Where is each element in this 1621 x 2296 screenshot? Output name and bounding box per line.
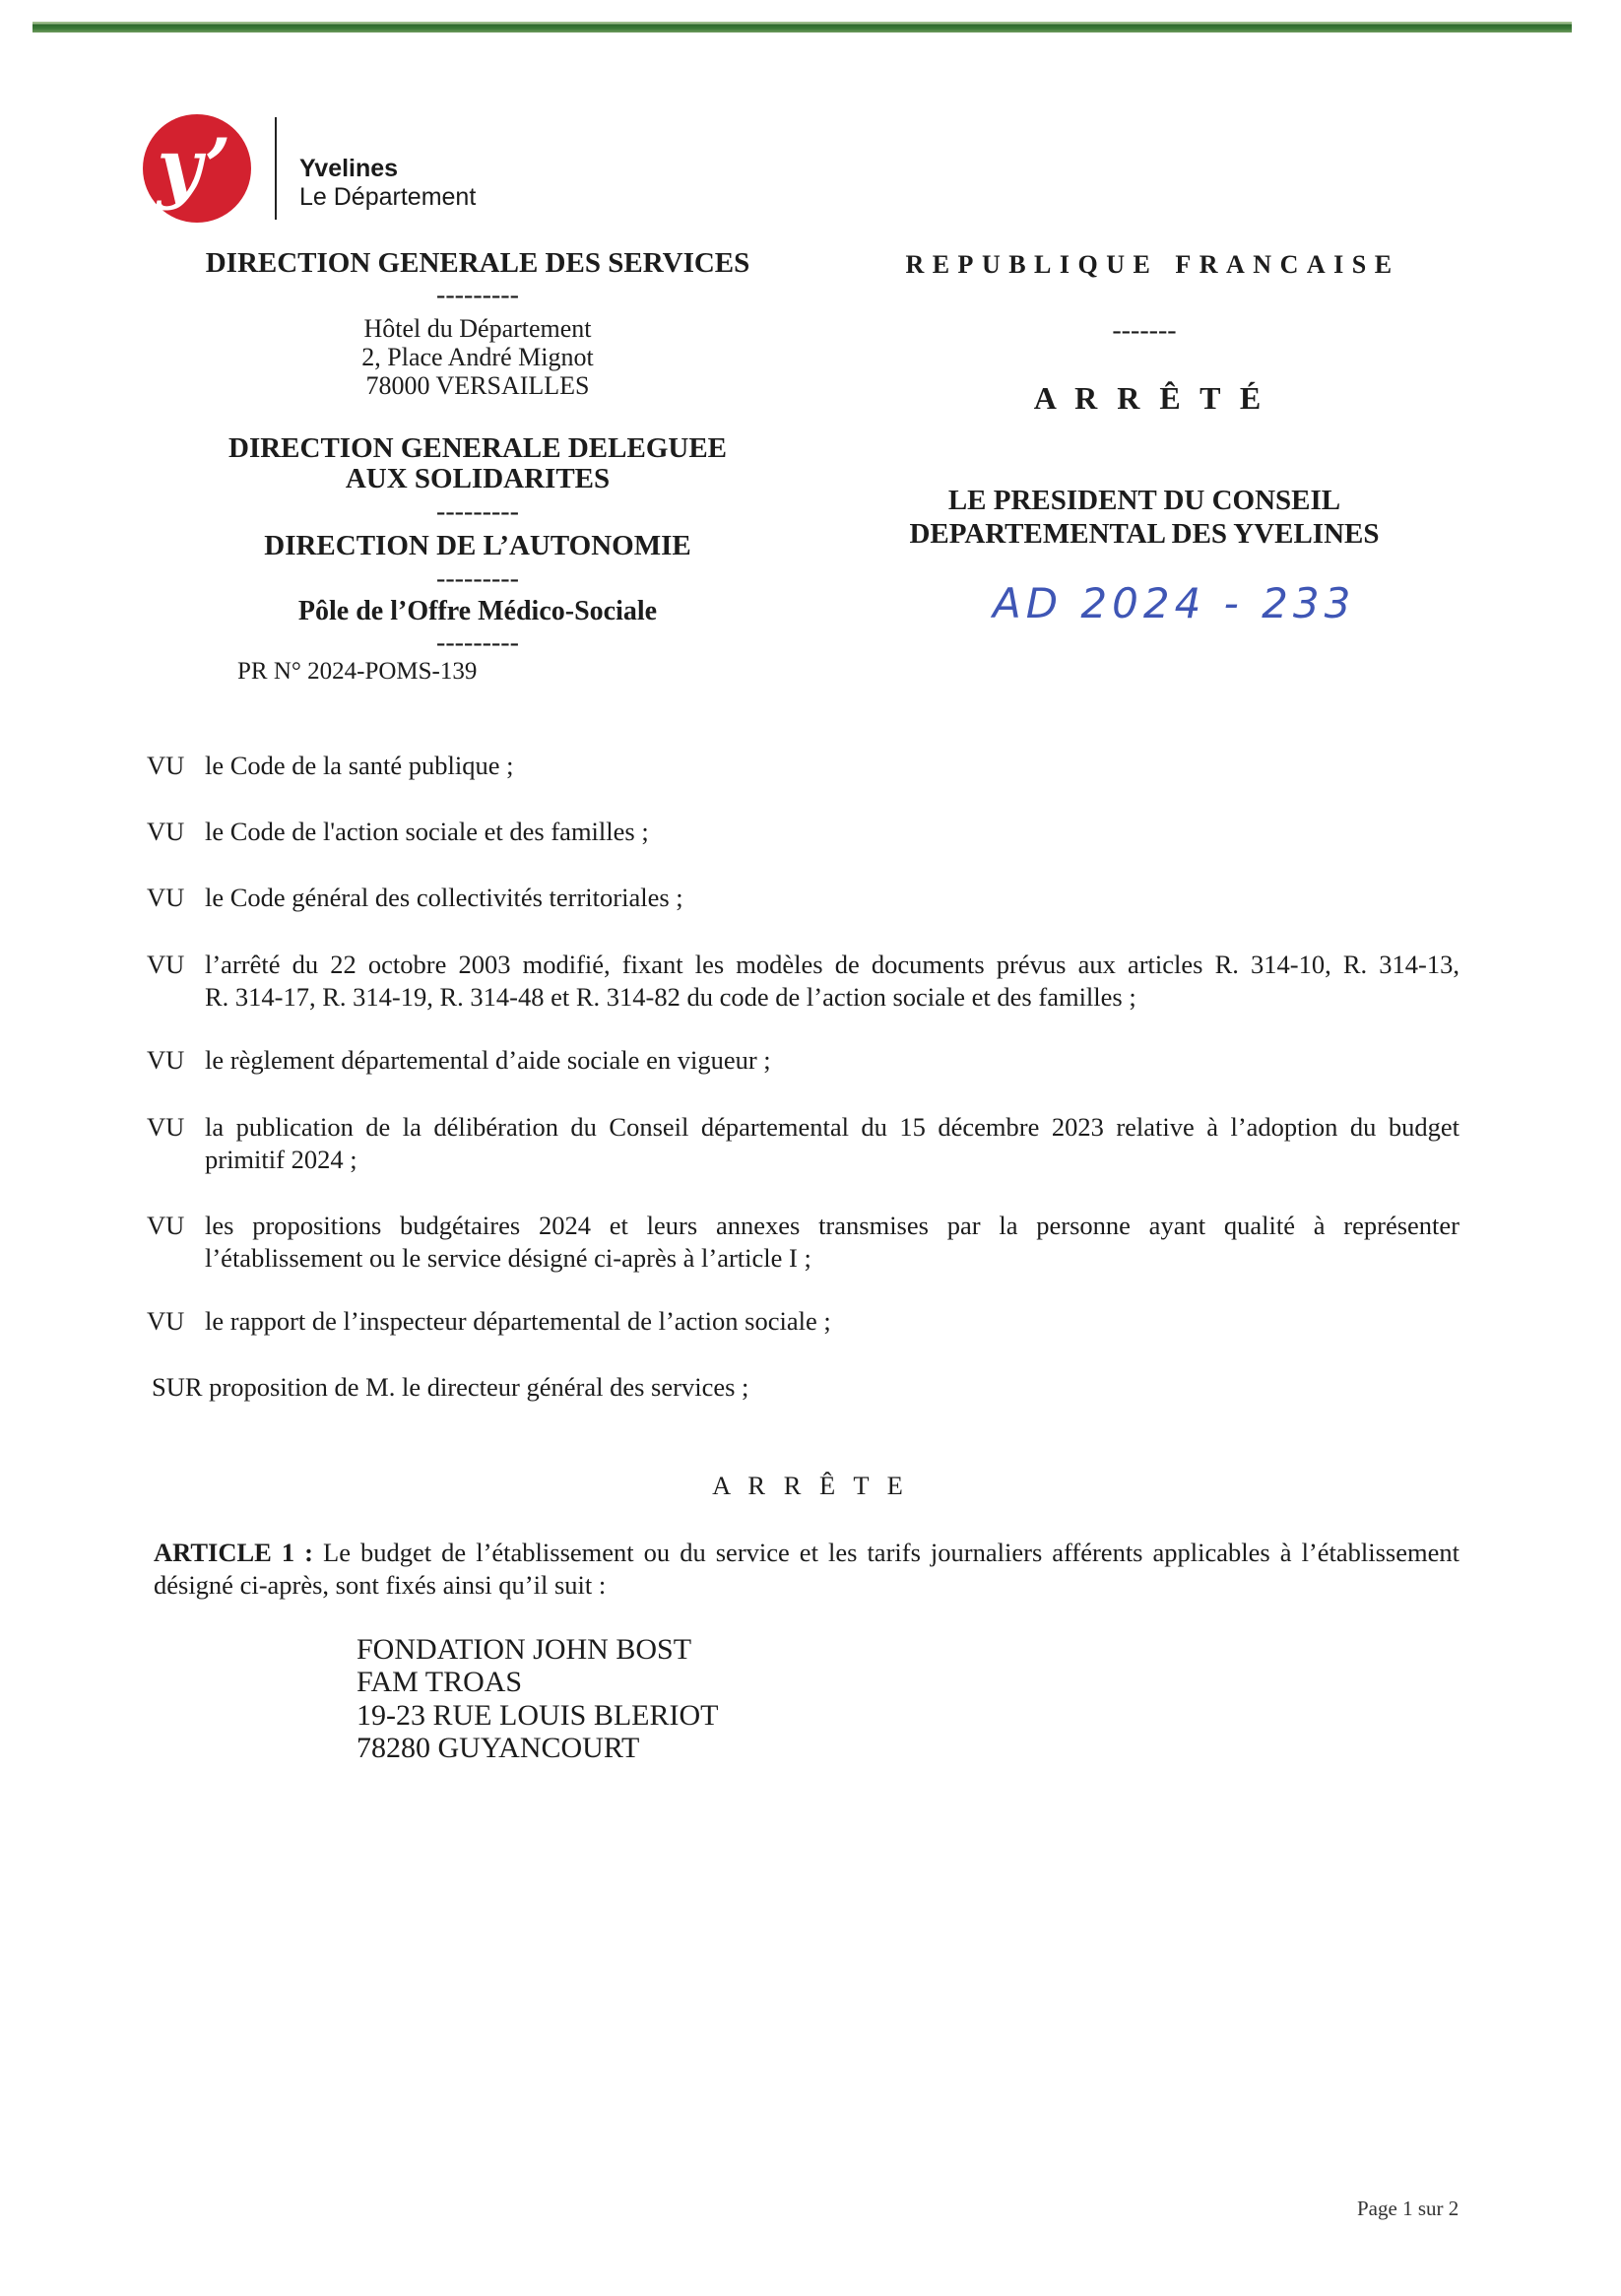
- address-line: Hôtel du Département: [363, 314, 592, 343]
- brand-subtitle: Le Département: [299, 183, 477, 211]
- separator: -------: [1112, 315, 1177, 346]
- dgds-line-2: AUX SOLIDARITES: [345, 463, 611, 494]
- brand-name: Yvelines: [299, 155, 399, 182]
- republic-heading: REPUBLIQUE FRANCAISE: [905, 250, 1400, 279]
- establishment-line: FONDATION JOHN BOST: [357, 1633, 692, 1666]
- visa-item: [147, 750, 1459, 782]
- president-line-1: LE PRESIDENT DU CONSEIL: [947, 485, 1341, 516]
- separator: ---------: [436, 280, 519, 310]
- visa-item: [147, 949, 1459, 1014]
- visa-text: [205, 882, 1459, 914]
- establishment-line: 19-23 RUE LOUIS BLERIOT: [357, 1698, 719, 1732]
- address-line: 2, Place André Mignot: [361, 343, 594, 371]
- proposal-line: SUR proposition de M. le directeur général des services ;: [152, 1372, 749, 1402]
- logo-circle-icon: [143, 114, 251, 223]
- visa-label: VU: [147, 1211, 185, 1240]
- president-heading: [849, 484, 1440, 551]
- visa-label: VU: [147, 950, 185, 979]
- president-line-2: DEPARTEMENTAL DES YVELINES: [909, 518, 1380, 550]
- visa-item: [147, 1305, 1459, 1338]
- visa-text: [205, 1111, 1459, 1176]
- visa-line: primitif 2024 ;: [205, 1145, 357, 1174]
- visa-line: le Code général des collectivités territoriales ;: [205, 883, 683, 912]
- visa-line: l’établissement ou le service désigné ci-après à l’article I ;: [205, 1243, 811, 1273]
- establishment-line: FAM TROAS: [357, 1666, 523, 1699]
- article-label: ARTICLE 1 :: [154, 1538, 313, 1567]
- address-line: 78000 VERSAILLES: [365, 371, 590, 400]
- visa-label: VU: [147, 1112, 185, 1142]
- visa-label: VU: [147, 751, 185, 780]
- dgs-heading: DIRECTION GENERALE DES SERVICES: [205, 247, 750, 279]
- visa-label: VU: [147, 817, 185, 846]
- dgds-line-1: DIRECTION GENERALE DELEGUEE: [228, 432, 727, 464]
- article-line: désigné ci-après, sont fixés ainsi qu’il suit :: [154, 1570, 607, 1600]
- article-1: [154, 1537, 1459, 1602]
- visa-item: [147, 1210, 1459, 1275]
- header-green-bar: [32, 22, 1572, 33]
- visa-text: [205, 1210, 1459, 1275]
- visa-label: VU: [147, 1045, 185, 1075]
- decree-heading: A R R Ê T E: [712, 1471, 909, 1500]
- article-line: [154, 1537, 1459, 1569]
- logo-mark: y’: [157, 122, 231, 212]
- yvelines-logo: [143, 114, 251, 223]
- establishment-address: [357, 1633, 718, 1764]
- establishment-line: 78280 GUYANCOURT: [357, 1731, 640, 1764]
- dgds-heading: [182, 433, 773, 494]
- visa-line: le Code de l'action sociale et des familles ;: [205, 817, 649, 846]
- address-block: [182, 314, 773, 400]
- separator: ---------: [436, 496, 519, 527]
- visa-text: [205, 750, 1459, 782]
- separator: ---------: [436, 563, 519, 594]
- separator: ---------: [436, 627, 519, 658]
- visa-label: VU: [147, 883, 185, 912]
- visa-line: l’arrêté du 22 octobre 2003 modifié, fixant les modèles de documents prévus aux articles R. 314-10, R. 314-13,: [205, 950, 1459, 979]
- visa-line: les propositions budgétaires 2024 et leurs annexes transmises par la personne ayant qualité à représenter: [205, 1211, 1459, 1240]
- visa-line: le rapport de l’inspecteur départemental de l’action sociale ;: [205, 1306, 831, 1336]
- reference-number: PR N° 2024-POMS-139: [237, 658, 478, 685]
- visa-item: [147, 1111, 1459, 1176]
- article-text: Le budget de l’établissement ou du service et les tarifs journaliers afférents applicables à l’établissement: [323, 1538, 1459, 1567]
- visa-line: le règlement départemental d’aide sociale en vigueur ;: [205, 1045, 771, 1075]
- handwritten-decree-number: AD 2024 - 233: [993, 579, 1356, 627]
- visa-text: [205, 1305, 1459, 1338]
- visa-item: [147, 1044, 1459, 1077]
- visa-text: [205, 816, 1459, 848]
- visa-label: VU: [147, 1306, 185, 1336]
- logo-divider: [275, 117, 277, 220]
- page-number: Page 1 sur 2: [1357, 2197, 1459, 2220]
- visa-text: [205, 1044, 1459, 1077]
- arrete-title: A R R Ê T É: [1033, 380, 1267, 416]
- visa-text: [205, 949, 1459, 1014]
- direction-heading: DIRECTION DE L’AUTONOMIE: [264, 530, 691, 561]
- visa-item: [147, 882, 1459, 914]
- pole-heading: Pôle de l’Offre Médico-Sociale: [297, 596, 658, 626]
- visa-line: le Code de la santé publique ;: [205, 751, 514, 780]
- visa-line: la publication de la délibération du Conseil départemental du 15 décembre 2023 relative à l’adoption du budget: [205, 1112, 1459, 1142]
- visa-item: [147, 816, 1459, 848]
- visa-line: R. 314-17, R. 314-19, R. 314-48 et R. 314-82 du code de l’action sociale et des familles ;: [205, 982, 1136, 1012]
